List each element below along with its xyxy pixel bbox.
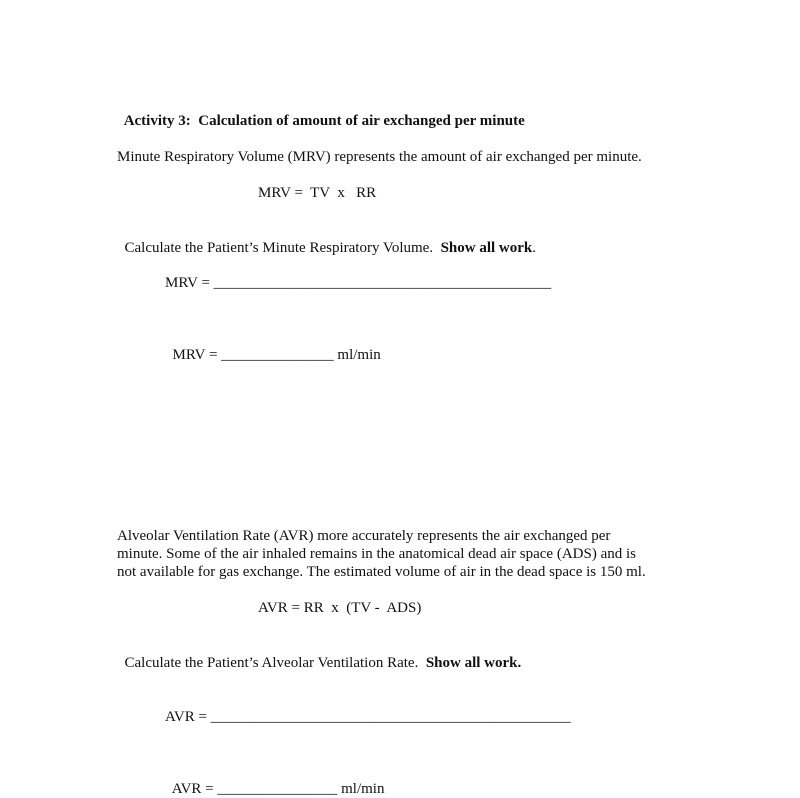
activity-number: Activity 3: <box>123 113 191 129</box>
mrv-answer-blank[interactable]: MRV = _______________ <box>172 347 334 363</box>
activity-title <box>117 94 525 130</box>
mrv-instruction-end: . <box>532 240 536 256</box>
mrv-formula: MRV = TV x RR <box>258 185 377 201</box>
avr-instruction-text: Calculate the Patient’s Alveolar Ventilation Rate. <box>124 655 426 671</box>
activity-title-text: Calculation of amount of air exchanged per minute <box>198 113 525 129</box>
avr-intro-line: Alveolar Ventilation Rate (AVR) more accurately represents the air exchanged per <box>117 528 611 544</box>
avr-intro-line: minute. Some of the air inhaled remains in the anatomical dead air space (ADS) and is <box>117 546 637 562</box>
mrv-answer-line[interactable] <box>165 328 381 364</box>
avr-answer-blank[interactable]: AVR = ________________ <box>171 781 338 797</box>
avr-work-line[interactable]: AVR = ________________________________________________ <box>165 709 571 725</box>
mrv-answer-unit: ml/min <box>333 347 381 363</box>
avr-answer-line[interactable] <box>165 762 384 798</box>
mrv-intro: Minute Respiratory Volume (MRV) represents the amount of air exchanged per minute. <box>117 149 642 165</box>
avr-instruction <box>117 636 521 672</box>
avr-show-work: Show all work. <box>425 655 522 671</box>
avr-formula: AVR = RR x (TV - ADS) <box>258 600 422 616</box>
mrv-instruction-text: Calculate the Patient’s Minute Respiratory Volume. <box>124 240 441 256</box>
avr-answer-unit: ml/min <box>337 781 385 797</box>
mrv-work-line[interactable]: MRV = _____________________________________________ <box>165 275 552 291</box>
avr-intro <box>117 527 717 581</box>
mrv-show-work: Show all work <box>440 240 533 256</box>
mrv-instruction <box>117 221 536 257</box>
avr-intro-line: not available for gas exchange. The estimated volume of air in the dead space is 150 ml. <box>117 564 646 580</box>
